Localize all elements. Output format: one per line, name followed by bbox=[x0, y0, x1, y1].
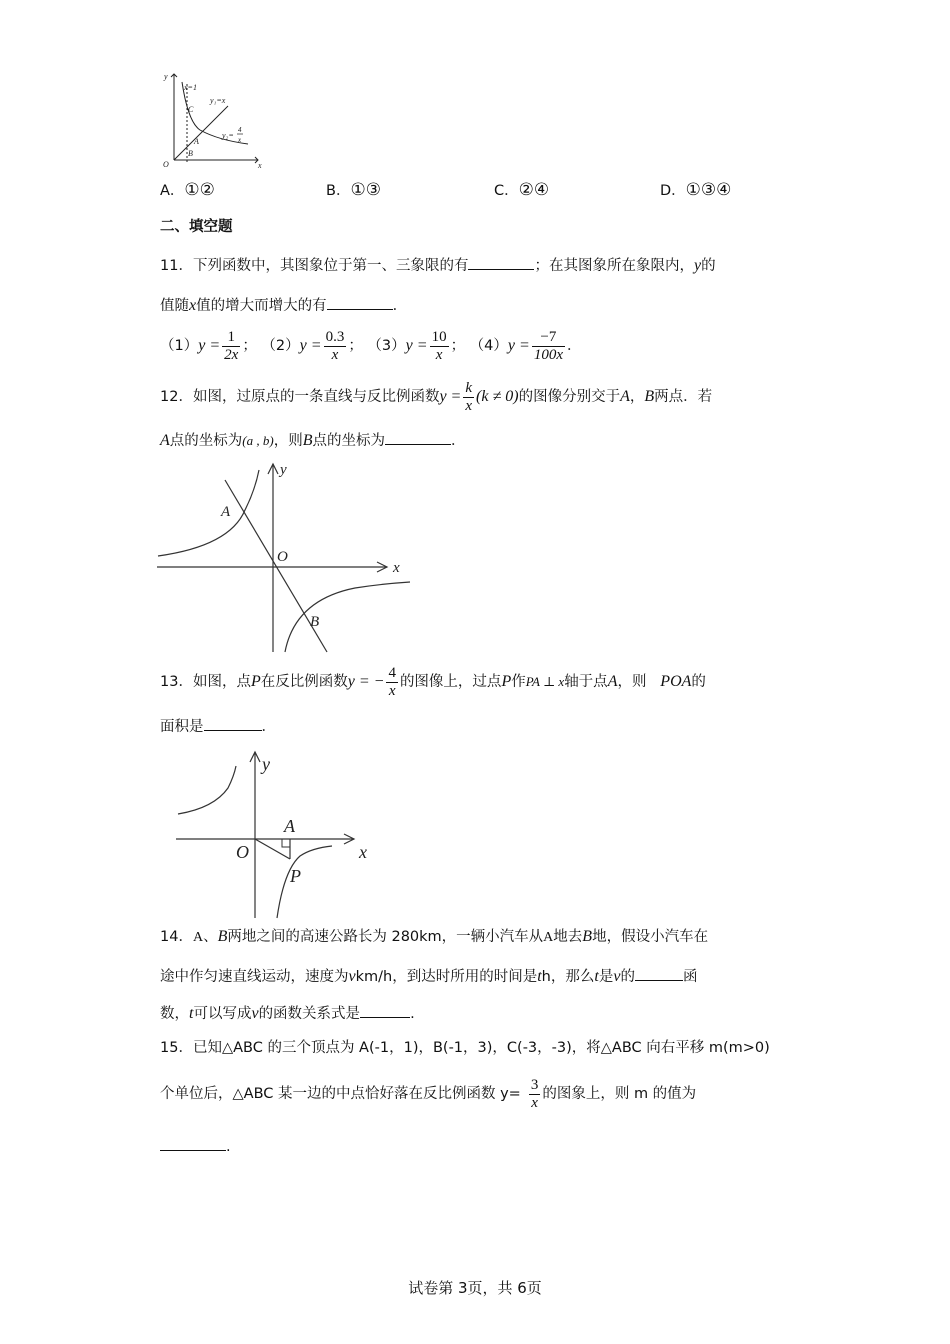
q11-item-3: （3）y = $\frac{10}{x}$ ； bbox=[367, 328, 466, 363]
point-P: P bbox=[290, 866, 301, 886]
q14-blank-1[interactable] bbox=[635, 966, 683, 981]
curve-quadrant-4 bbox=[285, 582, 410, 652]
curve-num: 4 bbox=[238, 126, 242, 134]
q13-line1: 13．如图，点P在反比例函数y = − $\frac{4}{x}$ 的图像上，过点P作PA ⊥ x轴于点A，则 POA的 bbox=[160, 664, 706, 699]
x-label: x bbox=[393, 560, 400, 576]
curve-quadrant-2 bbox=[158, 470, 259, 556]
q15-line2: 个单位后，△ABC 某一边的中点恰好落在反比例函数 y= $\frac{3}{x}$ 的图象上，则 m 的值为 bbox=[160, 1076, 697, 1111]
q13-blank[interactable] bbox=[204, 716, 262, 731]
origin-label: O bbox=[236, 842, 249, 862]
vline-label: x=1 bbox=[184, 83, 197, 92]
q14-line1: 14．A、B两地之间的高速公路长为 280km，一辆小汽车从A地去B地，假设小汽车在 bbox=[160, 928, 709, 945]
q15-line3: . bbox=[160, 1136, 231, 1157]
origin-label: O bbox=[277, 549, 288, 565]
q11-item-2: （2）y = $\frac{0.3}{x}$ ； bbox=[261, 328, 363, 363]
q12-line2: A点的坐标为(a , b)，则B点的坐标为 ． bbox=[160, 432, 466, 449]
page-footer: 试卷第 3页，共 6页 bbox=[408, 1279, 542, 1297]
y-label: y bbox=[262, 754, 270, 774]
q11-line1: 11．下列函数中，其图象位于第一、三象限的有 ；在其图象所在象限内，y的 bbox=[160, 257, 716, 274]
point-C: C bbox=[188, 105, 194, 114]
point-B: B bbox=[310, 614, 320, 630]
x-label: x bbox=[359, 842, 367, 862]
line-y1 bbox=[174, 106, 228, 160]
curve-label: y₂= bbox=[222, 131, 234, 140]
q10-graph bbox=[158, 70, 268, 170]
right-angle-mark bbox=[282, 839, 290, 847]
q11-item-4: （4）y = $\frac{-7}{100x}$ ． bbox=[469, 328, 582, 363]
q11-item-1: （1）y = $\frac{1}{2x}$ ； bbox=[160, 328, 257, 363]
q10-option-b[interactable]: B．①③ bbox=[326, 180, 381, 200]
y-label: y bbox=[280, 462, 287, 478]
curve-den: x bbox=[238, 136, 242, 144]
q10-option-a[interactable]: A．①② bbox=[160, 180, 215, 200]
q10-option-c[interactable]: C．②④ bbox=[494, 180, 550, 200]
origin-label: O bbox=[163, 160, 169, 169]
q15-line1: 15．已知△ABC 的三个顶点为 A(-1，1)，B(-1，3)，C(-3，-3)，将△ABC 向右平移 m(m>0) bbox=[160, 1040, 770, 1056]
q14-line3: 数，t可以写成v的函数关系式是 . bbox=[160, 1005, 415, 1022]
q15-blank[interactable] bbox=[160, 1136, 226, 1151]
section-title: 二、填空题 bbox=[160, 219, 233, 235]
point-A: A bbox=[221, 504, 231, 520]
q10-option-d[interactable]: D．①③④ bbox=[660, 180, 732, 200]
curve-quadrant-2 bbox=[178, 766, 236, 814]
point-B: B bbox=[188, 149, 193, 158]
point-A: A bbox=[194, 137, 199, 146]
q11-blank-2[interactable] bbox=[327, 295, 393, 310]
segment-OP bbox=[255, 839, 290, 859]
point-A: A bbox=[284, 816, 295, 836]
q12-graph bbox=[155, 460, 415, 655]
q12-line1: 12．如图，过原点的一条直线与反比例函数y = $\frac{k}{x}$ (k ≠ 0)的图像分别交于A，B两点．若 bbox=[160, 379, 713, 414]
q13-line2: 面积是 ． bbox=[160, 716, 276, 737]
x-label: x bbox=[258, 161, 262, 170]
q12-blank[interactable] bbox=[385, 430, 451, 445]
q14-line2: 途中作匀速直线运动，速度为vkm/h，到达时所用的时间是th，那么t是v的 函 bbox=[160, 968, 698, 985]
q14-blank-2[interactable] bbox=[360, 1003, 410, 1018]
line-label: y₁=x bbox=[210, 96, 226, 105]
y-label: y bbox=[164, 72, 168, 81]
q13-graph bbox=[172, 748, 367, 920]
q11-blank-1[interactable] bbox=[468, 255, 534, 270]
q11-line2: 值随x值的增大而增大的有 ． bbox=[160, 297, 408, 314]
q11-items bbox=[160, 326, 581, 366]
